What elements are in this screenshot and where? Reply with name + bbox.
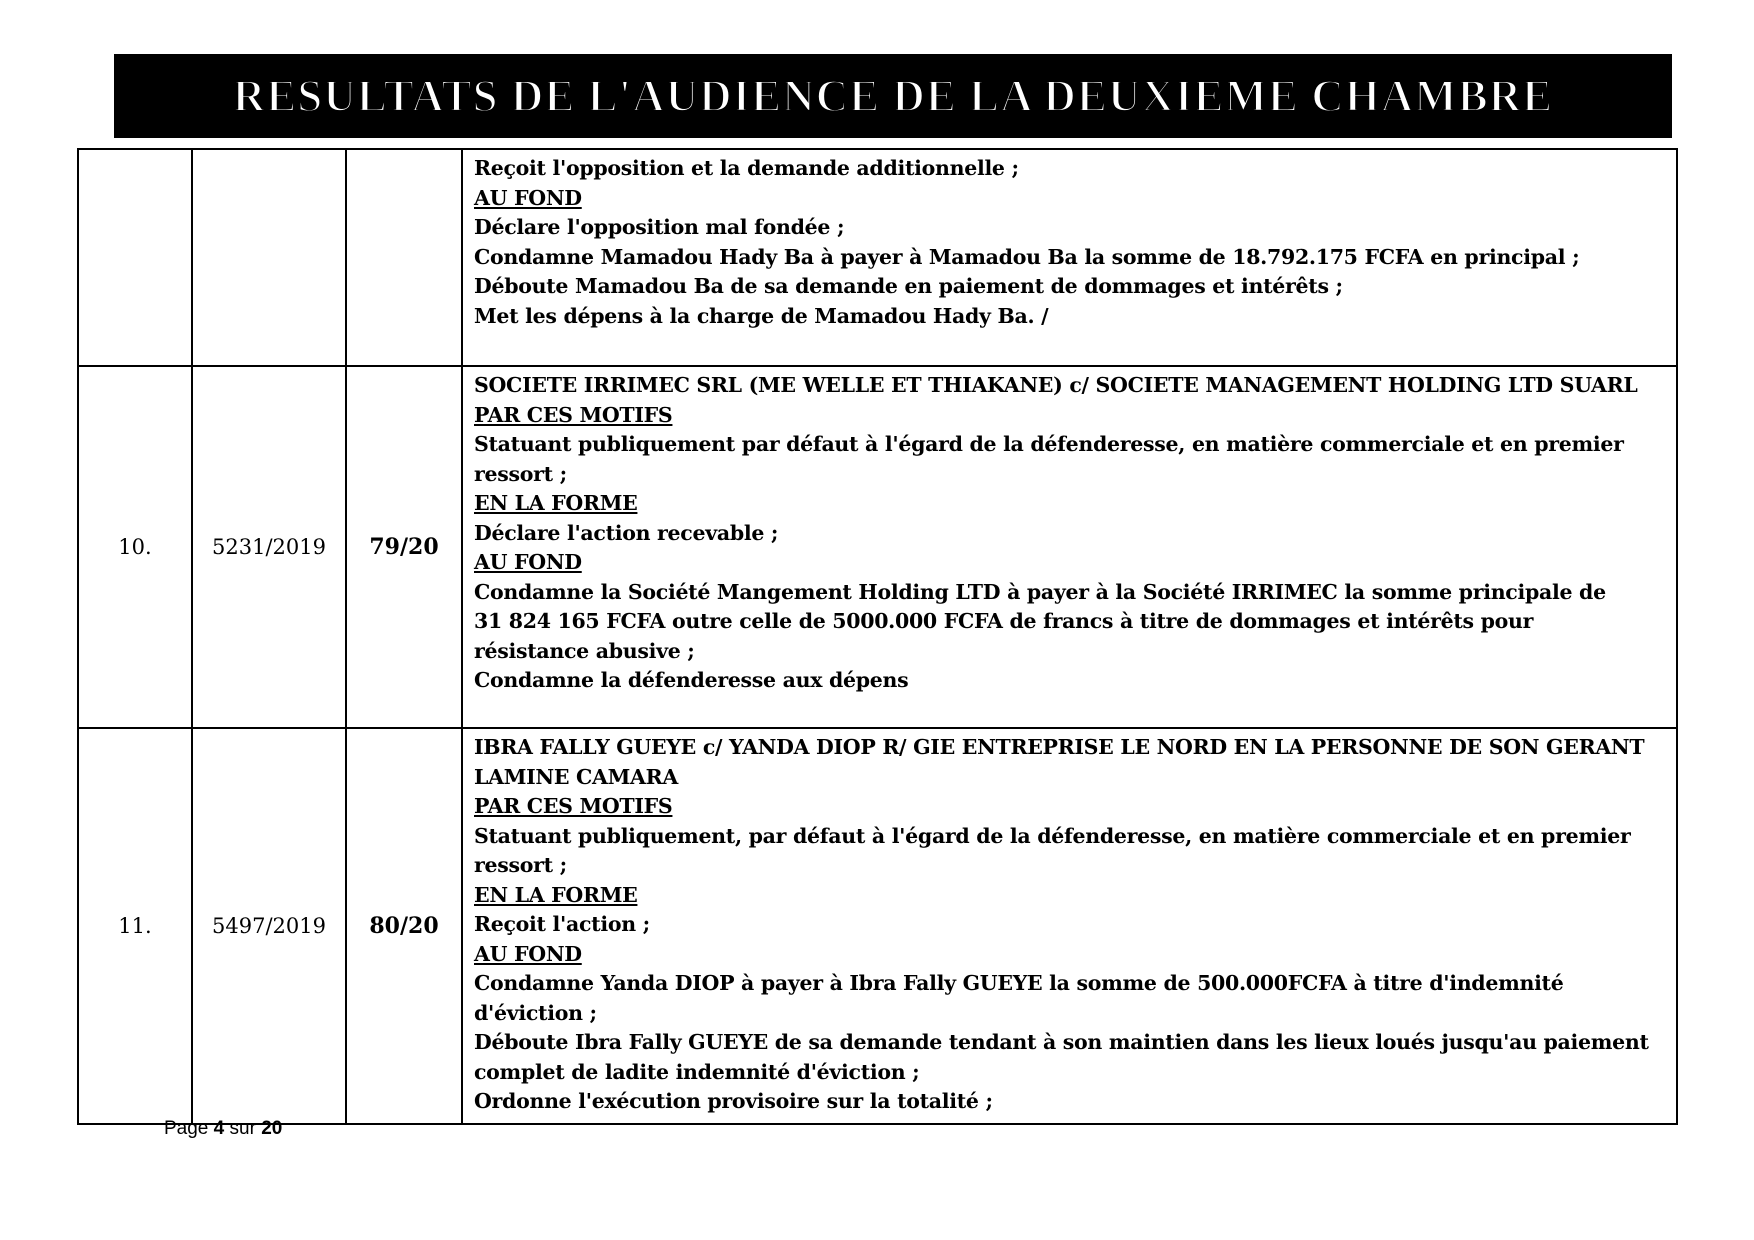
judgment-number-cell: 79/20 bbox=[346, 366, 462, 728]
results-table bbox=[77, 148, 1678, 1125]
decision-line: Reçoit l'opposition et la demande additionnelle ; bbox=[474, 156, 1019, 180]
judgment-number-cell: 80/20 bbox=[346, 728, 462, 1124]
decision-line: 31 824 165 FCFA outre celle de 5000.000 FCFA de francs à titre de dommages et intérêts pour bbox=[474, 609, 1534, 633]
decision-line: Déclare l'action recevable ; bbox=[474, 520, 779, 545]
section-heading: EN LA FORME bbox=[474, 882, 638, 907]
decision-line: Déclare l'opposition mal fondée ; bbox=[474, 215, 845, 239]
decision-line: Condamne la défenderesse aux dépens bbox=[474, 668, 909, 692]
judgment-number-cell bbox=[346, 149, 462, 366]
title-banner bbox=[114, 54, 1672, 138]
decision-line: Condamne Yanda DIOP à payer à Ibra Fally GUEYE la somme de 500.000FCFA à titre d'indemnité bbox=[474, 971, 1564, 995]
decision-line: d'éviction ; bbox=[474, 1000, 597, 1025]
decision-line: IBRA FALLY GUEYE c/ YANDA DIOP R/ GIE ENTREPRISE LE NORD EN LA PERSONNE DE SON GERANT bbox=[474, 735, 1645, 759]
section-heading: EN LA FORME bbox=[474, 491, 638, 515]
table-row bbox=[78, 366, 1677, 728]
decision-cell bbox=[462, 149, 1677, 366]
table-row bbox=[78, 728, 1677, 1124]
decision-line: Condamne la Société Mangement Holding LTD à payer à la Société IRRIMEC la somme principale de bbox=[474, 579, 1606, 604]
page-total: 20 bbox=[261, 1118, 283, 1139]
decision-line: Met les dépens à la charge de Mamadou Hady Ba. / bbox=[474, 303, 1049, 328]
decision-line: Statuant publiquement par défaut à l'égard de la défenderesse, en matière commerciale et en premier bbox=[474, 432, 1624, 456]
section-heading: AU FOND bbox=[474, 550, 582, 574]
decision-line: Déboute Mamadou Ba de sa demande en paiement de dommages et intérêts ; bbox=[474, 274, 1343, 298]
decision-line: Condamne Mamadou Hady Ba à payer à Mamadou Ba la somme de 18.792.175 FCFA en principal ; bbox=[474, 244, 1580, 269]
decision-line: ressort ; bbox=[474, 461, 567, 486]
section-heading: PAR CES MOTIFS bbox=[474, 794, 673, 818]
rg-number-cell: 5231/2019 bbox=[192, 366, 346, 728]
decision-line: Statuant publiquement, par défaut à l'égard de la défenderesse, en matière commerciale et en premier bbox=[474, 823, 1631, 848]
page-label: Page bbox=[164, 1118, 209, 1139]
rg-number-cell: 5497/2019 bbox=[192, 728, 346, 1124]
decision-cell bbox=[462, 728, 1677, 1124]
decision-line: Reçoit l'action ; bbox=[474, 912, 650, 936]
section-heading: PAR CES MOTIFS bbox=[474, 402, 673, 427]
page-title: RESULTATS DE L'AUDIENCE DE LA DEUXIEME CHAMBRE bbox=[232, 71, 1554, 121]
sur-label: sur bbox=[229, 1118, 256, 1139]
case-number-cell bbox=[78, 149, 192, 366]
decision-line: SOCIETE IRRIMEC SRL (ME WELLE ET THIAKANE) c/ SOCIETE MANAGEMENT HOLDING LTD SUARL bbox=[474, 373, 1638, 397]
decision-line: Déboute Ibra Fally GUEYE de sa demande tendant à son maintien dans les lieux loués jusqu'au paiement bbox=[474, 1030, 1649, 1054]
decision-line: résistance abusive ; bbox=[474, 638, 695, 663]
decision-line: ressort ; bbox=[474, 853, 567, 877]
case-number-cell: 11. bbox=[78, 728, 192, 1124]
decision-line: LAMINE CAMARA bbox=[474, 764, 678, 789]
page-footer bbox=[164, 1118, 282, 1140]
decision-cell bbox=[462, 366, 1677, 728]
page-current: 4 bbox=[213, 1118, 225, 1139]
section-heading: AU FOND bbox=[474, 185, 582, 210]
section-heading: AU FOND bbox=[474, 941, 582, 966]
rg-number-cell bbox=[192, 149, 346, 366]
decision-line: complet de ladite indemnité d'éviction ; bbox=[474, 1059, 920, 1084]
decision-line: Ordonne l'exécution provisoire sur la totalité ; bbox=[474, 1089, 993, 1113]
table-row bbox=[78, 149, 1677, 366]
case-number-cell: 10. bbox=[78, 366, 192, 728]
